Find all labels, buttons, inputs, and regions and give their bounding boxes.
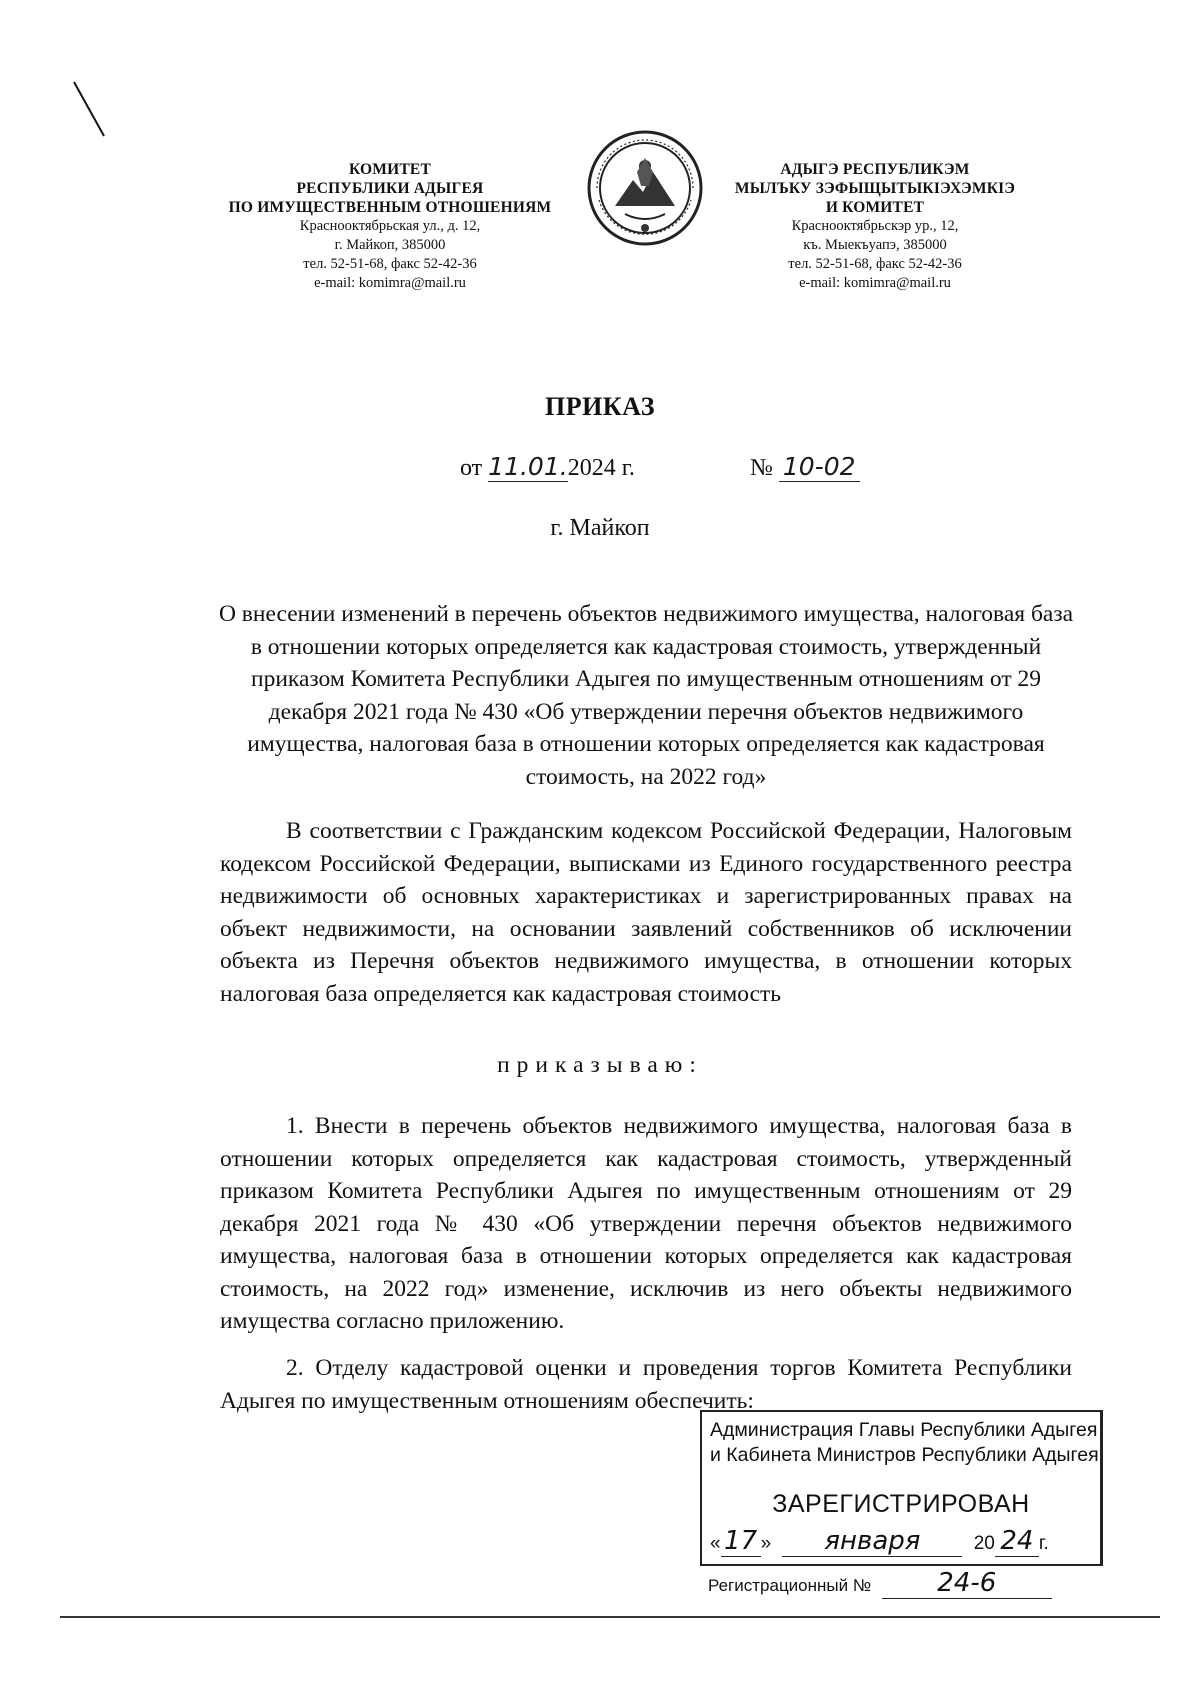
header-left-phone: тел. 52-51-68, факс 52-42-36	[303, 256, 477, 272]
stamp-org-line2: и Кабинета Министров Республики Адыгея	[710, 1444, 1099, 1466]
header-right-address1: Краснооктябрьскэр ур., 12,	[791, 218, 959, 234]
stamp-organization	[710, 1418, 1099, 1468]
preamble: В соответствии с Гражданским кодексом Российской Федерации, Налоговым кодексом Российской Федерации, выписками из Единого государственного реестра недвижимости об основных характеристиках и зарегистрированных правах на объект недвижимости, на основании заявлений собственников об исключении объекта из Перечня объектов недвижимого имущества, в отношении которых налоговая база определяется как кадастровая стоимость	[220, 818, 1072, 1007]
stamp-year-suffix: г.	[1038, 1533, 1049, 1554]
header-right-phone: тел. 52-51-68, факс 52-42-36	[788, 256, 962, 272]
stamp-year-handwritten: 24	[995, 1526, 1039, 1557]
header-left-line2: РЕСПУБЛИКИ АДЫГЕЯ	[296, 180, 484, 197]
header-right-email: e-mail: komimra@mail.ru	[799, 275, 951, 291]
header-right-line2: МЫЛЪКУ ЗЭФЫЩЫТЫКIЭХЭМКIЭ	[734, 180, 1016, 197]
order-item-2: 2. Отделу кадастровой оценки и проведения торгов Комитета Республики Адыгея по имущественным отношениям обеспечить:	[220, 1355, 1072, 1414]
order-item-1: 1. Внести в перечень объектов недвижимого имущества, налоговая база в отношении которых определяется как кадастровая стоимость, утвержденный приказом Комитета Республики Адыгея по имущественным отношениям от 29 декабря 2021 года № 430 «Об утверждении перечня объектов недвижимого имущества, налоговая база в отношении которых определяется как кадастровая стоимость, на 2022 год» изменение, исключив из него объекты недвижимого имущества согласно приложению.	[220, 1113, 1072, 1334]
orders-word: приказываю:	[497, 1052, 703, 1078]
header-right-line3: И КОМИТЕТ	[825, 199, 925, 216]
header-left	[195, 160, 585, 293]
stamp-registered: ЗАРЕГИСТРИРОВАН	[772, 1490, 1030, 1518]
registration-stamp	[700, 1410, 1103, 1566]
date-prefix: от	[460, 455, 483, 481]
header-right-line1: АДЫГЭ РЕСПУБЛИКЭМ	[780, 161, 970, 178]
stamp-org-line1: Администрация Главы Республики Адыгея	[710, 1419, 1098, 1441]
stamp-reg-number	[708, 1568, 1052, 1599]
stamp-reg-label: Регистрационный №	[708, 1576, 872, 1595]
header-left-email: e-mail: komimra@mail.ru	[314, 275, 466, 291]
stamp-day-handwritten: 17	[721, 1526, 761, 1557]
header-left-address1: Краснооктябрьская ул., д. 12,	[299, 218, 481, 234]
order-date	[460, 452, 635, 482]
header-right-address2: къ. Мыекъуапэ, 385000	[803, 237, 947, 253]
stamp-date	[710, 1526, 1100, 1557]
city: г. Майкоп	[550, 515, 650, 541]
order-number	[750, 452, 860, 482]
document-title: ПРИКАЗ	[544, 392, 656, 421]
stamp-day-open: «	[710, 1533, 721, 1554]
order-subject: О внесении изменений в перечень объектов недвижимого имущества, налоговая база в отношении которых определяется как кадастровая стоимость, утвержденный приказом Комитета Республики Адыгея по имущественным отношениям от 29 декабря 2021 года № 430 «Об утверждении перечня объектов недвижимого имущества, налоговая база в отношении которых определяется как кадастровая стоимость, на 2022 год»	[218, 601, 1074, 790]
stamp-year-prefix: 20	[973, 1533, 995, 1554]
header-right	[710, 160, 1040, 293]
stamp-reg-handwritten: 24-6	[882, 1568, 1052, 1599]
header-left-address2: г. Майкоп, 385000	[334, 237, 446, 253]
scan-mark	[70, 80, 110, 140]
stamp-day-close: »	[760, 1533, 772, 1554]
number-prefix: №	[750, 455, 773, 481]
coat-of-arms-icon	[585, 128, 705, 248]
stamp-month-handwritten: января	[782, 1526, 962, 1557]
date-handwritten: 11.01.	[488, 452, 568, 481]
header-left-line1: КОМИТЕТ	[348, 161, 431, 178]
number-handwritten: 10-02	[779, 452, 860, 482]
footer-divider	[60, 1616, 1160, 1618]
header-left-line3: ПО ИМУЩЕСТВЕННЫМ ОТНОШЕНИЯМ	[228, 199, 552, 216]
date-suffix: 2024 г.	[567, 455, 635, 481]
